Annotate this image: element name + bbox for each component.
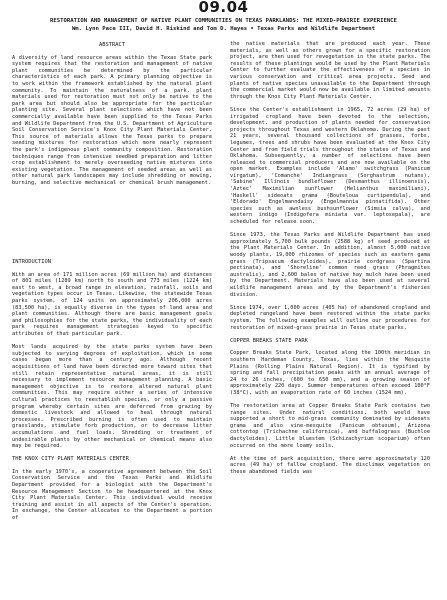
right-column	[230, 41, 430, 482]
document-authors: Wm. Lynn Pace III, David H. Riskind and Tom D. Hayes • Texas Parks and Wildlife Department	[71, 26, 376, 32]
introduction-heading: INTRODUCTION	[12, 259, 51, 266]
introduction-paragraph-1: With an area of 171 million acres (69 million ha) and distances of 801 miles (1289 km) north to south and 773 miles (1224 km) east to west, a broad range in elevation, rainfall, soils and vegetation types occur in Texas. Likewise, the statewide Texas parks system, of 124 units on approximately 206,000 acres (83,500 ha), is equally diverse in the types of land area and plant communities. Although there are basic management goals and philosophies for the state parks, the individuality of each park requires management strategies keyed to specific attributes of that particular park.	[12, 271, 212, 337]
column-gap	[12, 193, 212, 259]
left-column	[12, 42, 212, 528]
document-title: RESTORATION AND MANAGEMENT OF NATIVE PLANT COMMUNITIES ON TEXAS PARKLANDS: THE MIXED-PRAIRIE EXPERIENCE	[50, 18, 397, 24]
abstract-heading: ABSTRACT	[99, 42, 125, 48]
right-paragraph-5: Copper Breaks State Park, located along the 100th meridian in southern Hardeman County, Texas, lies within the Mesquite Plains (Rolling Plains Natural Region). It is typified by spring and fall precipitation peaks with an annual average of 24 to 26 inches, (600 to 650 mm), and a growing season of approximately 220 days. Summer temperatures often exceed 100°F (38°C), with an evaporation rate of 60 inches (1524 mm).	[230, 350, 430, 396]
introduction-paragraph-2: Most lands acquired by the state parks system have been subjected to varying degrees of exploitation, which in some cases began more than a century ago. Although recent acquisitions of land have been directed more toward sites that still retain representative natural areas, it is still necessary to implement resource management planning. A basic management objective is to restore altered natural plant communities. This may require either a series of intensive cultural practices to reestablish species, or only a passive program whereby certain sites are deferred from grazing by domestic livestock and allowed to heal through natural processes. Prescribed burning is often used to maintain grasslands, stimulate forb production, or to decrease litter accumulations and fuel loads. Shredding or treatment of undesirable plants by other mechanical or chemical means also may be required.	[12, 344, 212, 450]
knox-city-paragraph-1: In the early 1970's, a cooperative agreement between the Soil Conservation Service and the Texas Parks and Wildlife Department provided for a biologist with the Department's Resource Management Section to be headquartered at the Knox City Plant Materials Center. This individual would receive training and assist in all aspects of the Center's operation. In exchange, the Center allocates to the Department a portion of	[12, 468, 212, 522]
right-paragraph-3: Since 1973, the Texas Parks and Wildlife Department has used approximately 5,700 bulk pounds (2588 kg) of seed produced at the Plant Materials Center. In addition, almost 5,000 native woody plants, 19,000 rhizomes of species such as eastern gama grass (Tripsacum dactyloides), prairie cordgrass (Spartina pectinata), and 'Shoreline' common reed grass (Phragmites australis), and 2,600 bales of native hay mulch have been used by the Department. Materials have also been used at several wildlife management areas and by the Department's fisheries division.	[230, 232, 430, 298]
abstract-text: A diversity of land resource areas within the Texas State park system requires that the restoration and management of native plant communities be determined by the particular characteristics of each park. A primary planning objective is to work within the framework established by the natural plant community. To maintain the naturalness of a park, plant materials used for restoration must not only be native to the park area but should also be appropriate for the particular planting site. Several plant selections which have not been commercially available have been supplied to the Texas Parks and Wildlife Department from the U.S. Department of Agriculture Soil Conservation Service's Knox City Plant Materials Center. This source of materials allows the Texas parks to prepare seeding mixtures for restoration which more nearly represent the park's indigenous plant community composition. Restoration techniques range from intensive seedbed preparation and litter crop establishment to merely overseeding native mixtures into existing vegetation. The management of seeded areas as well as other natural park landscapes may include shredding or mowing, burning, and selective mechanical or chemical brush management.	[12, 54, 212, 186]
right-paragraph-7: At the time of park acquisition, there were approximately 120 acres (49 ha) of fallow cropland. The disclimax vegetation on these abandoned fields was	[230, 455, 430, 475]
copper-breaks-heading: COPPER BREAKS STATE PARK	[230, 337, 308, 344]
page-number: 09.04	[198, 0, 249, 16]
right-paragraph-2: Since the Center's establishment in 1965, 72 acres (29 ha) of irrigated cropland have been devoted to the selection, development, and production of plants needed for conservation projects throughout Texas and western Oklahoma. During the past 21 years, several thousand collections of grasses, forbs, legumes, trees and shrubs have been evaluated at the Knox City Center and from field trials throughout the states of Texas and Oklahoma. Subsequently, a number of selections have been released to commercial producers and are now available on the open market. Examples include 'Alamo' switchgrass (Panicum virgatum), 'Comanche' Indiangrass (Sorghastrum nutans), 'Sabine' Illinois bundleflower (Desmanthus illinoensis), 'Aztec' Maximilian sunflower (Helianthus maximiliani), 'Haskell' sideoats grama (Bouteloua curtipendula), and 'Eldorado' Engelmanndaisy (Engelmannia pinnatifida). Other species such as awnless bushsunflower (Simsia calva), and western indigo (Indigofera miniata var. leptosepala), are scheduled for release soon.	[230, 106, 430, 226]
right-paragraph-6: The restoration area at Copper Breaks State Park contains two range sites. Under natural conditions, both would have supported a short to mid-grass community dominated by sideoats grama and also vine-mesquite (Panicum obtusum), Arizona cottontop (Trichachne californica), and buffalograss (Buchloe dactyloides). Little bluestem (Schizachyrium scoparium) often occurred on the more loamy soils.	[230, 403, 430, 449]
right-paragraph-4: Since 1974, over 1,000 acres (405 ha) of abandoned cropland and depleted rangeland have been restored within the state parks system. The following examples will outline our procedures for restoration of mixed-grass prairie in Texas state parks.	[230, 304, 430, 331]
right-paragraph-1: the native materials that are produced each year. These materials, as well as others grown for a specific restoration project, are then used for revegetation in the state parks. The results of these plantings would be used by the Plant Materials Center to further evaluate the effectiveness of a species in various conservation and critical area projects. Seed and plants of native species unavailable to the Department through the commercial market would now be available in limited amounts through the Knox City Plant Materials Center.	[230, 41, 430, 100]
knox-city-heading: THE KNOX CITY PLANT MATERIALS CENTER	[12, 456, 129, 463]
